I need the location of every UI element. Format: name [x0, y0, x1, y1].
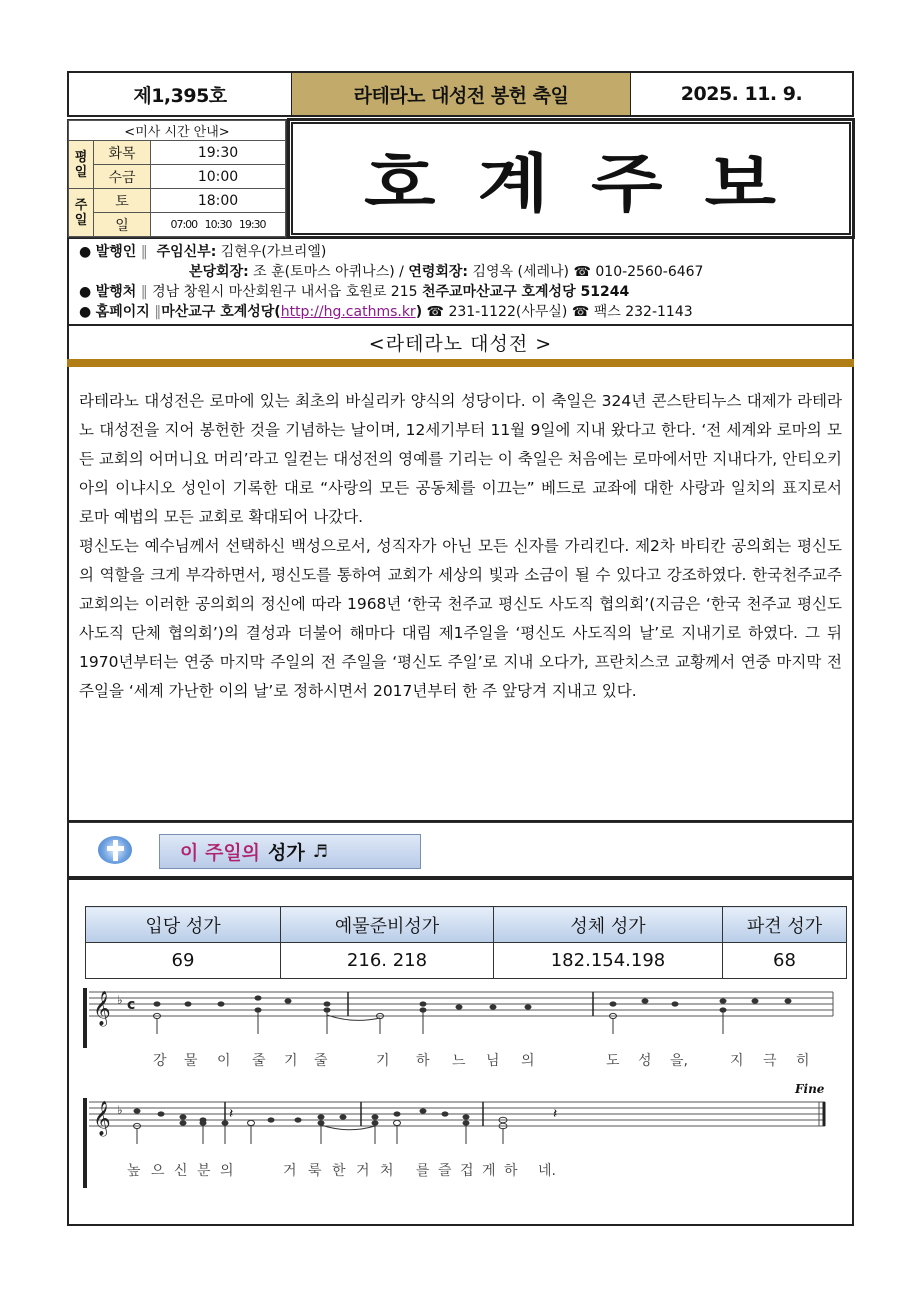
- lyric-syllable: 성: [638, 1053, 652, 1069]
- staff-notation: [83, 988, 843, 1058]
- lyric-syllable: 네.: [538, 1163, 556, 1179]
- issue-date: 2025. 11. 9.: [680, 83, 803, 105]
- separator: /: [399, 264, 404, 280]
- pastor-name: 김현우(가브리엘): [220, 244, 327, 260]
- cross-icon: [98, 836, 132, 864]
- lyrics-line-1: [153, 1050, 810, 1070]
- lyric-syllable: 거: [283, 1163, 297, 1179]
- homepage-label: 홈페이지: [95, 304, 150, 320]
- bullet-icon: ●: [79, 304, 92, 320]
- lyric-syllable: 즐: [438, 1163, 452, 1179]
- lyric-syllable: 거: [356, 1163, 370, 1179]
- mass-day: 토: [94, 189, 151, 213]
- sunday-group-label: 주 일: [69, 189, 94, 237]
- feast-title: 라테라노 대성전 봉헌 축일: [292, 73, 631, 115]
- fax-label: 팩스: [593, 304, 621, 320]
- lyric-syllable: 게: [482, 1163, 496, 1179]
- lyric-syllable: 하: [504, 1163, 518, 1179]
- hymn-col-offertory: 예물준비성가: [281, 907, 494, 943]
- mass-day: 수금: [94, 165, 151, 189]
- lyric-syllable: 줄: [314, 1053, 328, 1069]
- lyric-syllable: 물: [184, 1053, 198, 1069]
- hymn-col-communion: 성체 성가: [494, 907, 723, 943]
- homepage-suffix: ): [415, 304, 423, 320]
- hymn-section-label: [159, 834, 421, 869]
- issue-number: 제1,395호: [69, 73, 292, 115]
- publisher-label: 발행인: [95, 244, 137, 260]
- mass-schedule-caption: <미사 시간 안내>: [69, 121, 286, 141]
- svg-text:♭: ♭: [117, 993, 123, 1007]
- lyric-syllable: 처: [380, 1163, 394, 1179]
- homepage-link[interactable]: http://hg.cathms.kr: [280, 304, 416, 320]
- hymn-col-recessional: 파견 성가: [723, 907, 847, 943]
- fine-marking: Fine: [795, 1082, 825, 1096]
- lyric-syllable: 기: [284, 1053, 298, 1069]
- masthead-title: 호계주보: [364, 147, 818, 221]
- lyric-syllable: 극: [763, 1053, 777, 1069]
- mass-day: 화목: [94, 141, 151, 165]
- divider: ‖: [154, 304, 162, 320]
- mass-time: 19:30: [151, 141, 286, 165]
- lyric-syllable: 높: [127, 1163, 141, 1179]
- article-paragraph: 라테라노 대성전은 로마에 있는 최초의 바실리카 양식의 성당이다. 이 축일은 324년 콘스탄티누스 대제가 라테라노 대성전을 지어 봉헌한 것을 기념하는 날이며, 12세기부터 11월 9일에 지내 왔다고 한다. ‘전 세계와 로마의 모든 교회의 어머니요 머리’라고 일컫는 대성전의 영예를 기리는 이 축일은 처음에는 로마에서만 지내다가, 안티오키아의 이냐시오 성인이 기록한 대로 “사랑의 모든 공동체를 이끄는” 베드로 교좌에 대한 사랑과 일치의 표지로서 로마 예법의 모든 교회로 확대되어 나갔다.: [79, 392, 842, 526]
- lyric-syllable: 을,: [670, 1053, 688, 1069]
- mass-time: 18:00: [151, 189, 286, 213]
- lyric-syllable: 기: [376, 1053, 390, 1069]
- lyric-syllable: 를: [416, 1163, 430, 1179]
- lyric-syllable: 으: [151, 1163, 165, 1179]
- phone-icon: ☎: [571, 304, 590, 320]
- senior-label: 연령회장:: [408, 264, 469, 280]
- svg-text:c: c: [127, 997, 136, 1013]
- lyric-syllable: 의: [521, 1053, 535, 1069]
- gold-divider: [67, 359, 854, 367]
- church-name: 천주교마산교구 호계성당 51244: [421, 284, 630, 300]
- lyric-syllable: 님: [486, 1053, 500, 1069]
- lyrics-line-2: [127, 1160, 556, 1180]
- svg-text:𝄞: 𝄞: [93, 1101, 111, 1136]
- lyric-syllable: 지: [730, 1053, 744, 1069]
- pastor-label: 주임신부:: [156, 244, 217, 260]
- phone-icon: ☎: [573, 264, 591, 280]
- article-body: [67, 367, 854, 822]
- divider: ‖: [140, 244, 148, 260]
- lyric-syllable: 줄: [252, 1053, 266, 1069]
- svg-text:𝄽: 𝄽: [553, 1106, 558, 1122]
- lyric-syllable: 의: [220, 1163, 234, 1179]
- lyric-syllable: 신: [174, 1163, 188, 1179]
- bulletin-header: [67, 71, 854, 117]
- music-staff-2: [83, 1082, 843, 1188]
- president-name: 조 훈(토마스 아퀴나스): [253, 264, 395, 280]
- hymn-label-hymns: 성가: [268, 842, 305, 864]
- homepage-prefix: 마산교구 호계성당(: [161, 304, 281, 320]
- article-title: <라테라노 대성전 >: [67, 326, 854, 359]
- hymn-col-entrance: 입당 성가: [86, 907, 281, 943]
- lyric-syllable: 한: [332, 1163, 346, 1179]
- hymn-communion-number: 182.154.198: [494, 943, 723, 979]
- mass-schedule: [67, 119, 287, 238]
- hymn-entrance-number: 69: [86, 943, 281, 979]
- hymn-table: [85, 906, 847, 979]
- masthead: [288, 119, 854, 238]
- mass-time: 07:00 10:30 19:30: [151, 213, 286, 237]
- mass-time: 10:00: [151, 165, 286, 189]
- lyric-syllable: 강: [153, 1053, 167, 1069]
- lyric-syllable: 도: [606, 1053, 620, 1069]
- president-label: 본당회장:: [189, 264, 249, 280]
- music-note-icon: ♬: [312, 841, 328, 862]
- lyric-syllable: 느: [452, 1053, 466, 1069]
- lyric-syllable: 히: [796, 1053, 810, 1069]
- hymn-box: [67, 878, 854, 1226]
- fax-number: 232-1143: [625, 304, 693, 320]
- senior-phone: 010-2560-6467: [595, 264, 704, 280]
- staff-notation: [83, 1098, 843, 1168]
- bullet-icon: ●: [79, 244, 92, 260]
- phone-icon: ☎: [426, 304, 444, 320]
- hymn-section-header: [67, 822, 854, 878]
- lyric-syllable: 하: [416, 1053, 430, 1069]
- mass-day: 일: [94, 213, 151, 237]
- divider: ‖: [140, 284, 148, 300]
- lyric-syllable: 분: [197, 1163, 211, 1179]
- senior-name: 김영옥 (세레나): [472, 264, 570, 280]
- svg-text:♭: ♭: [117, 1103, 123, 1117]
- bullet-icon: ●: [79, 284, 92, 300]
- lyric-syllable: 이: [217, 1053, 231, 1069]
- article-paragraph: 평신도는 예수님께서 선택하신 백성으로서, 성직자가 아닌 모든 신자를 가리킨다. 제2차 바티칸 공의회는 평신도의 역할을 크게 부각하면서, 평신도를 통하여 교회가 세상의 빛과 소금이 될 수 있다고 강조하였다. 한국천주교주교회의는 이러한 공의회의 정신에 따라 1968년 ‘한국 천주교 평신도 사도직 협의회’(지금은 ‘한국 천주교 평신도 사도직 단체 협의회’)의 결성과 더불어 해마다 대림 제1주일을 ‘평신도 사도직의 날’로 지내기로 하였다. 그 뒤 1970년부터는 연중 마지막 주일의 전 주일을 ‘평신도 주일’로 지내 오다가, 프란치스코 교황께서 연중 마지막 전 주일을 ‘세계 가난한 이의 날’로 정하시면서 2017년부터 한 주 앞당겨 지내고 있다.: [79, 537, 842, 700]
- address-label: 발행처: [95, 284, 137, 300]
- publisher-info: [67, 238, 854, 326]
- lyric-syllable: 겁: [460, 1163, 474, 1179]
- hymn-label-this-week: 이 주일의: [180, 842, 261, 864]
- hymn-offertory-number: 216. 218: [281, 943, 494, 979]
- hymn-recessional-number: 68: [723, 943, 847, 979]
- office-phone: 231-1122(사무실): [448, 304, 568, 320]
- svg-text:𝄞: 𝄞: [93, 991, 111, 1026]
- music-staff-1: [83, 988, 843, 1069]
- lyric-syllable: 룩: [308, 1163, 322, 1179]
- weekday-group-label: 평 일: [69, 141, 94, 189]
- svg-text:𝄽: 𝄽: [229, 1106, 234, 1122]
- address: 경남 창원시 마산회원구 내서읍 호원로 215: [152, 284, 418, 300]
